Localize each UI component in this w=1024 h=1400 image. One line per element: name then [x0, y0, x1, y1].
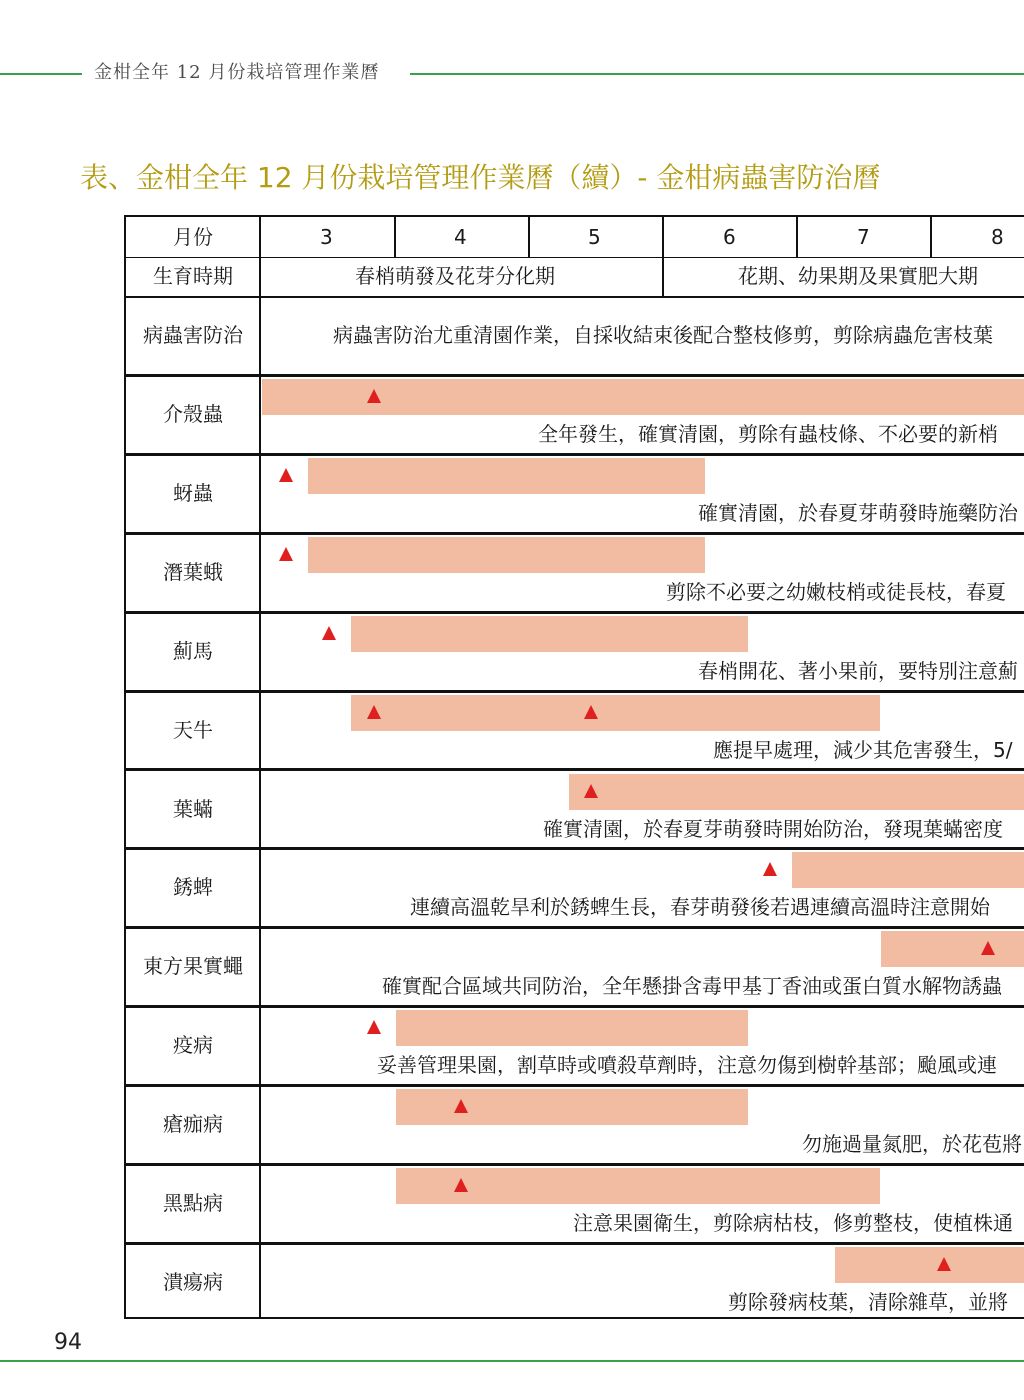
footer-rule [0, 1360, 1024, 1362]
control-marker-triangle-icon [279, 468, 293, 482]
pest-control-note: 注意果園衛生，剪除病枯枝，修剪整枝，使植株通 [573, 1211, 1013, 1235]
pest-row [126, 456, 1024, 535]
control-marker-triangle-icon [367, 705, 381, 719]
pest-row [126, 1087, 1024, 1166]
month-6: 6 [723, 225, 736, 249]
pest-name: 銹蜱 [173, 875, 213, 900]
month-5: 5 [588, 225, 601, 249]
pest-name: 潰瘍病 [163, 1269, 223, 1294]
pest-control-calendar-table [124, 215, 1024, 1319]
pest-name: 介殼蟲 [163, 402, 223, 426]
header-rule-left [0, 73, 82, 75]
col-divider-7-8 [930, 217, 932, 257]
occurrence-bar [351, 616, 748, 652]
pest-name: 黑點病 [163, 1191, 223, 1215]
control-marker-triangle-icon [584, 705, 598, 719]
month-3: 3 [320, 225, 333, 249]
month-7: 7 [857, 225, 870, 249]
pest-row [126, 772, 1024, 851]
running-title: 金柑全年 12 月份栽培管理作業曆 [94, 62, 380, 83]
occurrence-bar [569, 774, 1024, 810]
occurrence-bar [396, 1010, 748, 1046]
pest-row [126, 614, 1024, 693]
pest-control-note: 應提早處理，減少其危害發生，5/ [713, 737, 1013, 762]
control-marker-triangle-icon [367, 1020, 381, 1034]
pest-name: 潛葉蛾 [163, 559, 223, 584]
pest-control-note: 確實配合區域共同防治，全年懸掛含毒甲基丁香油或蛋白質水解物誘蟲 [382, 974, 1002, 999]
month-8: 8 [991, 225, 1004, 249]
occurrence-bar [881, 931, 1024, 967]
control-marker-triangle-icon [937, 1257, 951, 1271]
pest-row [126, 377, 1024, 456]
pest-control-note: 勿施過量氮肥，於花苞將 [802, 1132, 1022, 1157]
pest-control-note: 妥善管理果園，割草時或噴殺草劑時，注意勿傷到樹幹基部；颱風或連 [377, 1053, 997, 1078]
pest-name: 東方果實蠅 [143, 954, 243, 979]
pest-row [126, 929, 1024, 1008]
pest-name: 疫病 [173, 1033, 213, 1058]
month-label: 月份 [173, 225, 213, 249]
control-marker-triangle-icon [322, 626, 336, 640]
page-title: 表、金柑全年 12 月份栽培管理作業曆（續）- 金柑病蟲害防治曆 [80, 161, 881, 194]
pest-row [126, 1166, 1024, 1245]
control-marker-triangle-icon [279, 547, 293, 561]
pest-name: 瘡痂病 [163, 1112, 223, 1137]
control-text: 病蟲害防治尤重清園作業，自採收結束後配合整枝修剪，剪除病蟲危害枝葉 [333, 323, 993, 347]
occurrence-bar [792, 852, 1024, 888]
row-rule [126, 296, 1024, 298]
occurrence-bar [835, 1247, 1024, 1283]
pest-name: 葉蟎 [173, 796, 213, 821]
stage-spring-shoot: 春梢萌發及花芽分化期 [355, 264, 555, 288]
col-divider-3-4 [394, 217, 396, 257]
control-label: 病蟲害防治 [143, 323, 243, 347]
pest-row [126, 693, 1024, 772]
occurrence-bar [396, 1089, 748, 1125]
pest-control-note: 確實清園，於春夏芽萌發時施藥防治 [698, 500, 1018, 525]
page-number: 94 [54, 1330, 82, 1355]
pest-control-note: 剪除不必要之幼嫩枝梢或徒長枝，春夏 [666, 579, 1006, 604]
pest-control-note: 春梢開花、著小果前，要特別注意薊 [698, 658, 1018, 683]
header-rule-right [410, 73, 1024, 75]
control-marker-triangle-icon [367, 389, 381, 403]
control-marker-triangle-icon [763, 862, 777, 876]
control-marker-triangle-icon [981, 941, 995, 955]
pest-row [126, 535, 1024, 614]
occurrence-bar [351, 695, 880, 731]
pest-name: 蚜蟲 [173, 480, 213, 505]
pest-control-note: 確實清園，於春夏芽萌發時開始防治，發現葉蟎密度 [543, 816, 1003, 841]
control-marker-triangle-icon [454, 1099, 468, 1113]
stage-flowering-fruit: 花期、幼果期及果實肥大期 [738, 264, 978, 288]
col-divider-4-5 [528, 217, 530, 257]
control-marker-triangle-icon [454, 1178, 468, 1192]
occurrence-bar [396, 1168, 880, 1204]
col-divider-6-7 [796, 217, 798, 257]
pest-name: 薊馬 [173, 638, 213, 663]
control-marker-triangle-icon [584, 784, 598, 798]
stage-label: 生育時期 [153, 264, 233, 288]
pest-row [126, 1008, 1024, 1087]
pest-row [126, 1245, 1024, 1319]
row-rule [126, 257, 1024, 258]
pest-row [126, 850, 1024, 929]
pest-control-note: 全年發生，確實清園，剪除有蟲枝條、不必要的新梢 [538, 422, 998, 446]
pest-name: 天牛 [173, 717, 213, 742]
pest-control-note: 連續高溫乾旱利於銹蜱生長，春芽萌發後若遇連續高溫時注意開始 [410, 895, 990, 920]
pest-control-note: 剪除發病枝葉，清除雜草，並將 [728, 1289, 1008, 1314]
month-4: 4 [454, 225, 467, 249]
occurrence-bar [308, 458, 705, 494]
occurrence-bar [308, 537, 705, 573]
